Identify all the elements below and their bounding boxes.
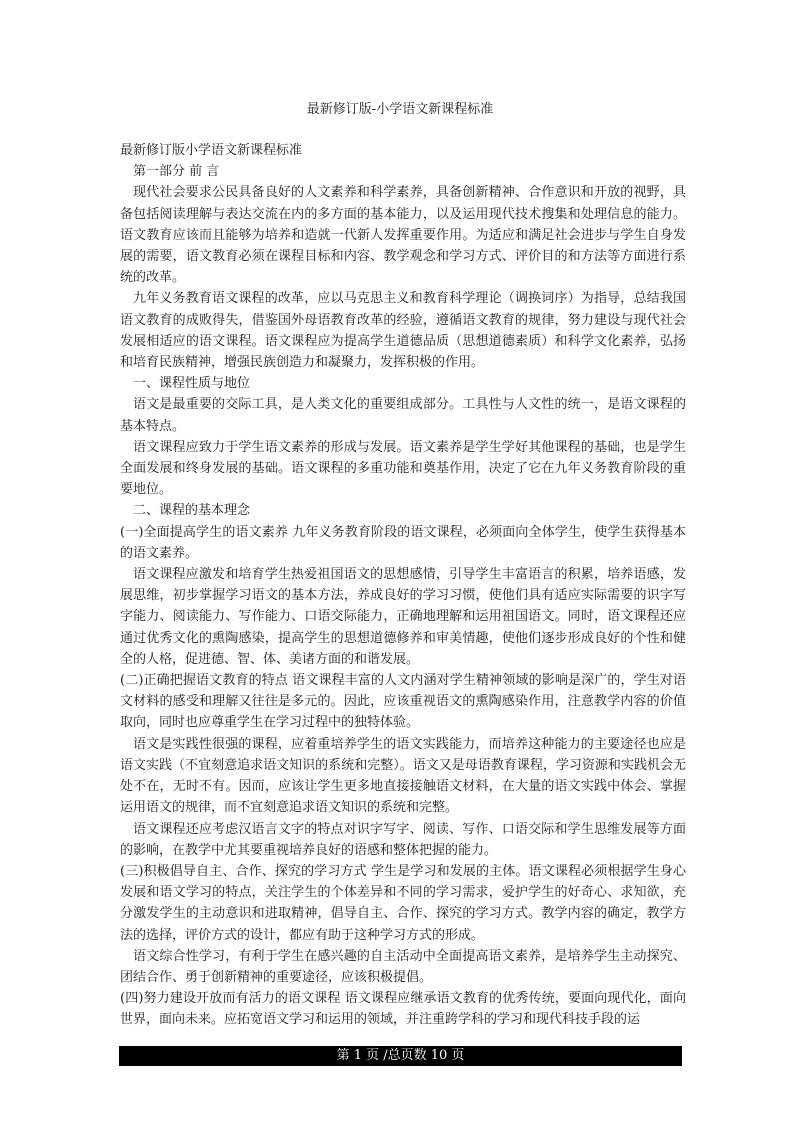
document-title: 最新修订版小学语文新课程标准 (120, 143, 303, 158)
paragraph: 九年义务教育语文课程的改革，应以马克思主义和教育科学理论（调换词序）为指导，总结我国语文教育的成败得失，借鉴国外母语教育改革的经验，遵循语文教育的规律，努力建设与现代社会发展相适应的语文课程。语文课程应为提高学生道德品质（思想道德素质）和科学文化素养，弘扬和培育民族精神，增强民族创造力和凝聚力，发挥积极的作用。 (120, 291, 686, 371)
principle-item: (三)积极倡导自主、合作、探究的学习方式 学生是学习和发展的主体。语文课程必须根据学生身心发展和语文学习的特点，关注学生的个体差异和不同的学习需求，爱护学生的好奇心、求知欲，充分激发学生的主动意识和进取精神，倡导自主、合作、探究的学习方式。教学内容的确定，教学方法的选择，评价方式的设计，都应有助于这种学习方式的形成。 (120, 863, 686, 943)
paragraph: 现代社会要求公民具备良好的人文素养和科学素养，具备创新精神、合作意识和开放的视野，具备包括阅读理解与表达交流在内的多方面的基本能力，以及运用现代技术搜集和处理信息的能力。语文教育应该而且能够为培养和造就一代新人发挥重要作用。为适应和满足社会进步与学生自身发展的需要，语文教育必须在课程目标和内容、教学观念和学习方式、评价目的和方法等方面进行系统的改革。 (120, 185, 686, 286)
paragraph: 语文是实践性很强的课程，应着重培养学生的语文实践能力，而培养这种能力的主要途径也应是语文实践（不宜刻意追求语文知识的系统和完整）。语文又是母语教育课程，学习资源和实践机会无处不在，无时不有。因而，应该让学生更多地直接接触语文材料，在大量的语文实践中体会、掌握运用语文的规律，而不宜刻意追求语文知识的系统和完整。 (120, 736, 686, 816)
paragraph: 语文课程应激发和培育学生热爱祖国语文的思想感情，引导学生丰富语言的积累，培养语感，发展思维，初步掌握学习语文的基本方法，养成良好的学习习惯，使他们具有适应实际需要的识字写字能力、阅读能力、写作能力、口语交际能力，正确地理解和运用祖国语文。同时，语文课程还应通过优秀文化的熏陶感染，提高学生的思想道德修养和审美情趣，使他们逐步形成良好的个性和健全的人格，促进德、智、体、美诸方面的和谐发展。 (120, 567, 686, 667)
principle-item: (一)全面提高学生的语文素养 九年义务教育阶段的语文课程，必须面向全体学生，使学生获得基本的语文素养。 (120, 524, 686, 561)
part-heading: 第一部分 前 言 (133, 164, 220, 180)
section-heading: 一、课程性质与地位 (133, 376, 251, 392)
paragraph: 语文课程还应考虑汉语言文字的特点对识字写字、阅读、写作、口语交际和学生思维发展等方面的影响，在教学中尤其要重视培养良好的语感和整体把握的能力。 (120, 821, 686, 858)
page-footer (119, 1046, 682, 1066)
page-number: 第 1 页 /总页数 10 页 (336, 1048, 465, 1063)
paragraph: 语文课程应致力于学生语文素养的形成与发展。语文素养是学生学好其他课程的基础，也是学生全面发展和终身发展的基础。语文课程的多重功能和奠基作用，决定了它在九年义务教育阶段的重要地位。 (120, 439, 686, 498)
paragraph: 语文是最重要的交际工具，是人类文化的重要组成部分。工具性与人文性的统一，是语文课程的基本特点。 (120, 397, 686, 434)
principle-item: (二)正确把握语文教育的特点 语文课程丰富的人文内涵对学生精神领域的影响是深广的，学生对语文材料的感受和理解又往往是多元的。因此，应该重视语文的熏陶感染作用，注意教学内容的价值取向，同时也应尊重学生在学习过程中的独特体验。 (120, 673, 686, 731)
paragraph: 语文综合性学习，有利于学生在感兴趣的自主活动中全面提高语文素养，是培养学生主动探究、团结合作、勇于创新精神的重要途径，应该积极提倡。 (120, 948, 686, 985)
document-body (120, 140, 686, 1031)
section-heading: 二、课程的基本理念 (133, 503, 251, 519)
page-header-title: 最新修订版-小学语文新课程标准 (306, 102, 494, 117)
principle-item: (四)努力建设开放而有活力的语文课程 语文课程应继承语文教育的优秀传统，要面向现代化，面向世界，面向未来。应拓宽语文学习和运用的领域，并注重跨学科的学习和现代科技手段的运 (120, 991, 686, 1028)
